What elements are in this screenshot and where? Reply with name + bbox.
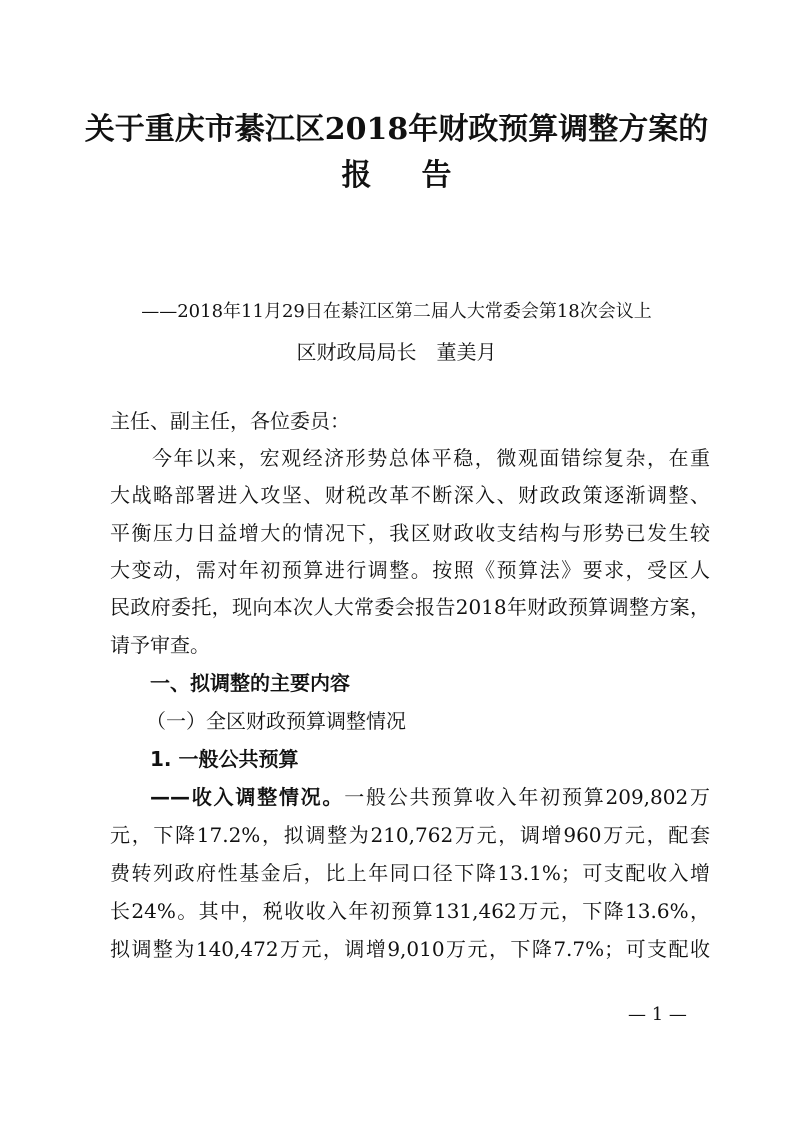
paragraph-line: 长24%。其中，税收收入年初预算131,462万元，下降13.6%， xyxy=(110,899,710,923)
paragraph-line: 元，下降17.2%，拟调整为210,762万元，调增960万元，配套 xyxy=(110,823,710,847)
lead-phrase: ——收入调整情况。 xyxy=(150,785,345,809)
page-number: — 1 — xyxy=(628,1004,687,1025)
document-title-line2: 报告 xyxy=(341,158,502,193)
paragraph-line: 平衡压力日益增大的情况下，我区财政收支结构与形势已发生较 xyxy=(110,521,710,545)
document-title-line1: 关于重庆市綦江区2018年财政预算调整方案的 xyxy=(84,112,709,147)
salutation: 主任、副主任，各位委员： xyxy=(110,409,350,433)
paragraph-line: 民政府委托，现向本次人大常委会报告2018年财政预算调整方案， xyxy=(110,595,710,619)
subsection-heading: （一）全区财政预算调整情况 xyxy=(146,709,406,733)
paragraph-line: 拟调整为140,472万元，调增9,010万元，下降7.7%；可支配收 xyxy=(110,937,710,961)
paragraph-line xyxy=(150,780,710,814)
lead-text: 一般公共预算收入年初预算209,802万 xyxy=(344,785,710,809)
paragraph-line: 今年以来，宏观经济形势总体平稳，微观面错综复杂，在重 xyxy=(152,446,710,470)
paragraph-line: 大变动，需对年初预算进行调整。按照《预算法》要求，受区人 xyxy=(110,558,710,582)
item-heading: 1. 一般公共预算 xyxy=(150,747,299,771)
paragraph-line: 请予审查。 xyxy=(110,633,210,657)
meeting-info: ——2018年11月29日在綦江区第二届人大常委会第18次会议上 xyxy=(141,301,652,322)
paragraph-line: 费转列政府性基金后，比上年同口径下降13.1%；可支配收入增 xyxy=(110,861,710,885)
section-heading: 一、拟调整的主要内容 xyxy=(150,671,350,695)
paragraph-line: 大战略部署进入攻坚、财税改革不断深入、财政政策逐渐调整、 xyxy=(110,483,710,507)
speaker-info: 区财政局局长 董美月 xyxy=(296,340,497,364)
